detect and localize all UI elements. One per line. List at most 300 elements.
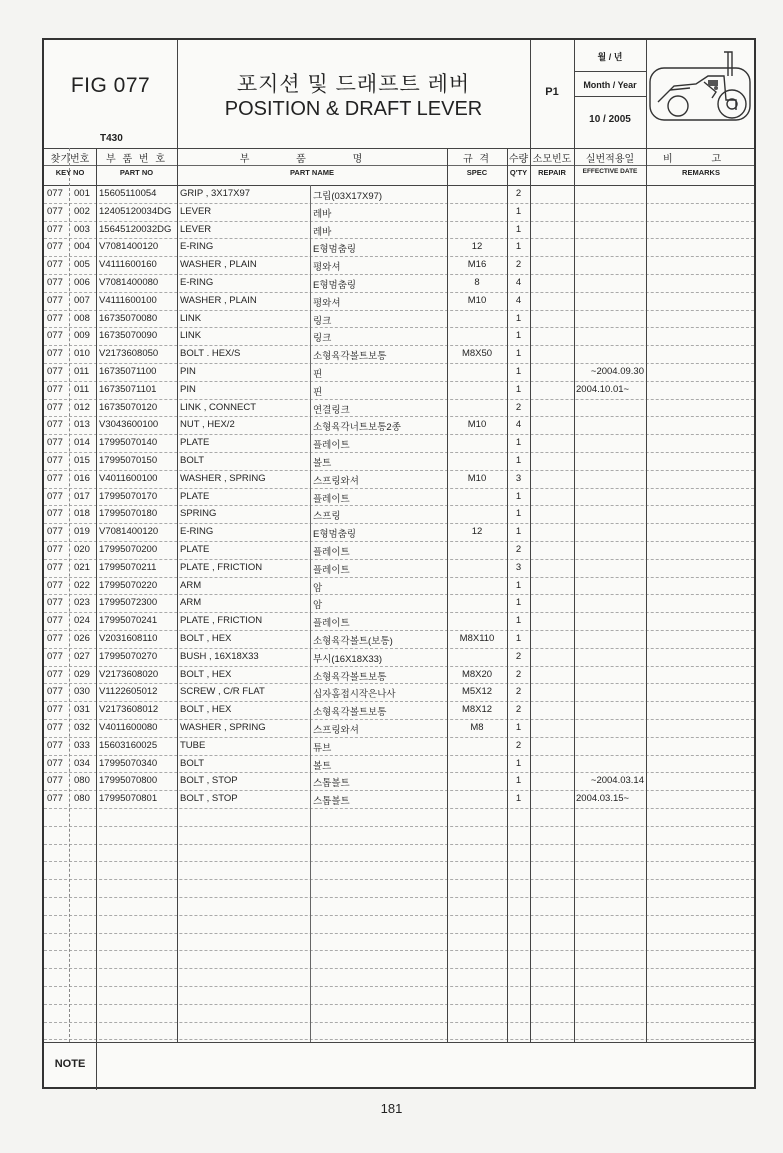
cell-part-name-ko: 부시(16X18X33) (313, 653, 383, 665)
cell-spec: M8X50 (461, 348, 493, 360)
cell-part-no: 17995070220 (99, 579, 158, 591)
cell-key-no: 032 (74, 722, 90, 733)
cell-qty: 2 (515, 544, 522, 555)
table-row (44, 701, 754, 720)
cell-part-no: 17995070211 (99, 561, 157, 573)
cell-fig: 077 (47, 508, 63, 520)
cell-key-no: 018 (74, 508, 90, 520)
cell-key-no: 003 (74, 223, 90, 235)
cell-fig: 077 (47, 455, 63, 466)
cell-part-no: V4011600080 (99, 722, 158, 733)
table-row (44, 986, 754, 1005)
cell-part-no: V2173608050 (99, 348, 159, 360)
cell-part-no: 16735070120 (99, 401, 158, 413)
cell-key-no: 020 (74, 544, 90, 555)
cell-qty: 1 (515, 793, 522, 805)
cell-qty: 1 (515, 312, 522, 324)
cell-qty: 2 (515, 259, 522, 271)
table-row (44, 1004, 754, 1023)
cell-part-name-en: PLATE , FRICTION (180, 615, 263, 627)
cell-qty: 2 (515, 739, 522, 751)
cell-qty: 2 (515, 704, 522, 716)
cell-fig: 077 (47, 704, 63, 716)
cell-part-no: 17995070801 (99, 793, 158, 805)
col-remarks-ko: 비 고 (662, 154, 740, 165)
cell-key-no: 012 (74, 401, 90, 413)
cell-qty: 2 (515, 188, 522, 199)
cell-part-name-en: SPRING (180, 508, 217, 520)
cell-part-no: 16735070080 (99, 312, 158, 324)
cell-part-name-ko: 연결링크 (313, 404, 350, 416)
cell-key-no: 014 (74, 437, 90, 449)
cell-part-name-en: WASHER , PLAIN (180, 294, 257, 306)
cell-part-no: 17995070800 (99, 775, 158, 787)
col-spec-en: SPEC (466, 168, 488, 177)
cell-qty: 4 (515, 419, 522, 431)
cell-fig: 077 (47, 437, 63, 449)
cell-part-name-ko: 플레이트 (313, 493, 350, 505)
cell-part-name-en: LINK (180, 312, 202, 324)
cell-part-name-ko: 링크 (313, 315, 332, 327)
fig-number: FIG 077 (70, 74, 151, 97)
cell-spec: 12 (471, 241, 483, 253)
cell-effective-date: ~2004.09.30 (590, 366, 644, 377)
cell-part-name-en: TUBE (180, 739, 206, 751)
table-row (44, 737, 754, 756)
table-row (44, 915, 754, 934)
col-name-en: PART NAME (289, 168, 335, 177)
cell-key-no: 011 (74, 383, 90, 395)
cell-fig: 077 (47, 401, 63, 413)
cell-fig: 077 (47, 223, 63, 235)
col-eff-ko: 실번적용일 (585, 154, 635, 165)
table-row (44, 221, 754, 240)
cell-part-no: V4111600100 (99, 294, 157, 306)
page-number: 181 (380, 1101, 403, 1116)
parts-sheet (42, 38, 756, 1089)
table-row (44, 594, 754, 613)
cell-qty: 2 (515, 650, 522, 662)
cell-effective-date: 2004.10.01~ (576, 383, 630, 395)
cell-part-name-en: BOLT , HEX (180, 633, 232, 644)
table-row (44, 755, 754, 774)
fig-cell (44, 40, 177, 148)
cell-part-name-en: BOLT , HEX (180, 704, 232, 716)
table-row (44, 381, 754, 400)
cell-fig: 077 (47, 259, 63, 271)
table-row (44, 416, 754, 435)
cell-part-name-en: PLATE , FRICTION (180, 561, 263, 573)
cell-part-name-ko: 핀 (313, 369, 323, 380)
table-row (44, 968, 754, 987)
cell-part-name-en: BOLT (180, 757, 205, 769)
cell-part-no: V2173608020 (99, 668, 159, 680)
table-row (44, 772, 754, 791)
table-row (44, 238, 754, 257)
cell-part-name-ko: 평와셔 (313, 297, 341, 309)
cell-fig: 077 (47, 366, 63, 377)
cell-key-no: 080 (74, 793, 90, 805)
date-cell (574, 40, 646, 148)
page-cell (530, 40, 574, 148)
cell-qty: 4 (515, 277, 522, 288)
tractor-icon (646, 40, 756, 148)
cell-key-no: 016 (74, 472, 90, 484)
cell-qty: 1 (515, 597, 522, 609)
cell-part-no: V3043600100 (99, 419, 159, 431)
cell-part-no: V2173608012 (99, 704, 159, 716)
cell-qty: 1 (515, 455, 522, 466)
cell-part-name-en: WASHER , PLAIN (180, 259, 257, 271)
cell-part-name-ko: 레바 (313, 226, 332, 238)
cell-part-name-ko: E형멈춤링 (313, 529, 357, 541)
table-row (44, 505, 754, 524)
cell-part-name-ko: E형멈춤링 (313, 280, 357, 291)
page-label: P1 (545, 86, 559, 98)
cell-key-no: 009 (74, 330, 90, 342)
cell-part-name-ko: 평와셔 (313, 262, 341, 274)
col-key-ko: 찾기번호 (50, 154, 90, 165)
cell-qty: 3 (515, 472, 522, 484)
cell-part-name-ko: 플레이트 (313, 440, 350, 452)
table-row (44, 950, 754, 969)
model-label: T430 (100, 133, 123, 144)
table-row (44, 559, 754, 578)
cell-part-name-ko: 플레이트 (313, 618, 350, 630)
cell-key-no: 033 (74, 739, 90, 751)
cell-qty: 2 (515, 668, 522, 680)
cell-key-no: 007 (74, 294, 90, 306)
cell-part-no: V7081400120 (99, 526, 159, 538)
cell-key-no: 023 (74, 597, 90, 609)
cell-part-name-ko: 암 (313, 600, 323, 612)
cell-part-name-en: PLATE (180, 437, 210, 449)
table-row (44, 577, 754, 596)
table-row (44, 256, 754, 275)
table-row (44, 327, 754, 346)
cell-part-no: 15605110054 (99, 188, 157, 199)
cell-fig: 077 (47, 472, 63, 484)
cell-part-name-en: PIN (180, 366, 196, 377)
cell-part-name-ko: 플레이트 (313, 564, 350, 576)
cell-part-name-en: BUSH , 16X18X33 (180, 650, 259, 662)
table-row (44, 844, 754, 863)
cell-fig: 077 (47, 526, 63, 538)
col-name-ko: 부 품 명 (239, 154, 385, 165)
table-row (44, 399, 754, 418)
cell-qty: 4 (515, 294, 522, 306)
cell-part-name-ko: 스톱볼트 (313, 778, 350, 790)
cell-spec: M5X12 (461, 686, 493, 698)
cell-key-no: 013 (74, 419, 90, 431)
cell-part-no: V1122605012 (99, 686, 158, 698)
cell-fig: 077 (47, 330, 63, 342)
table-row (44, 274, 754, 293)
cell-part-name-ko: 소형육각볼트보통 (313, 351, 387, 363)
cell-spec: 8 (474, 277, 480, 288)
cell-qty: 1 (515, 205, 522, 217)
cell-fig: 077 (47, 490, 63, 502)
cell-fig: 077 (47, 348, 63, 360)
cell-fig: 077 (47, 383, 63, 395)
cell-part-no: V4111600160 (99, 259, 157, 271)
cell-key-no: 010 (74, 348, 90, 360)
cell-part-name-ko: 볼트 (313, 458, 332, 469)
table-row (44, 648, 754, 667)
col-key-en: KEY NO (55, 168, 85, 177)
col-spec-ko: 규 격 (462, 154, 492, 165)
cell-spec: M8X12 (461, 704, 493, 716)
cell-part-name-en: LEVER (180, 205, 212, 217)
cell-part-name-en: LINK , CONNECT (180, 401, 257, 413)
cell-key-no: 004 (74, 241, 90, 253)
cell-part-name-ko: 플레이트 (313, 547, 350, 558)
col-qty-ko: 수량 (508, 154, 529, 165)
cell-part-name-ko: 레바 (313, 208, 332, 220)
cell-part-name-en: ARM (180, 597, 202, 609)
col-part-ko: 부 품 번 호 (106, 154, 167, 165)
cell-qty: 1 (515, 437, 522, 449)
table-row (44, 808, 754, 827)
issue-date: 10 / 2005 (589, 114, 631, 125)
table-row (44, 790, 754, 809)
cell-spec: M8 (470, 722, 484, 733)
table-row (44, 470, 754, 489)
cell-fig: 077 (47, 722, 63, 733)
cell-key-no: 017 (74, 490, 90, 502)
cell-fig: 077 (47, 277, 63, 288)
cell-part-no: 17995070140 (99, 437, 158, 449)
table-row (44, 292, 754, 311)
cell-part-name-en: E-RING (180, 526, 214, 538)
cell-part-name-ko: 소형육각볼트(보통) (313, 636, 393, 647)
cell-key-no: 026 (74, 633, 90, 644)
cell-qty: 1 (515, 241, 522, 253)
cell-fig: 077 (47, 686, 63, 698)
cell-part-name-en: PIN (180, 383, 196, 395)
cell-part-no: 17995070241 (99, 615, 158, 627)
cell-fig: 077 (47, 544, 63, 555)
table-row (44, 541, 754, 560)
cell-part-name-en: PLATE (180, 544, 210, 555)
cell-part-name-ko: 스프링와셔 (313, 725, 359, 736)
cell-key-no: 011 (74, 366, 90, 377)
title-english: POSITION & DRAFT LEVER (224, 98, 483, 120)
cell-qty: 1 (515, 615, 522, 627)
cell-part-name-ko: 스프링 (313, 511, 341, 523)
cell-fig: 077 (47, 757, 63, 769)
cell-part-name-en: LEVER (180, 223, 212, 235)
cell-part-name-ko: 암 (313, 582, 323, 594)
cell-part-name-ko: 스프링와셔 (313, 475, 359, 487)
cell-fig: 077 (47, 241, 63, 253)
table-row (44, 630, 754, 649)
cell-fig: 077 (47, 633, 63, 644)
cell-effective-date: ~2004.03.14 (590, 775, 644, 787)
table-row (44, 523, 754, 542)
table-row (44, 612, 754, 631)
cell-key-no: 022 (74, 579, 90, 591)
cell-fig: 077 (47, 294, 63, 306)
table-row (44, 434, 754, 453)
col-eff-en: EFFECTIVE DATE (582, 168, 638, 175)
cell-part-no: 12405120034DG (99, 205, 172, 217)
cell-fig: 077 (47, 615, 63, 627)
cell-key-no: 015 (74, 455, 90, 466)
cell-key-no: 001 (74, 188, 90, 199)
table-row (44, 683, 754, 702)
cell-part-name-en: ARM (180, 579, 202, 591)
cell-part-name-en: WASHER , SPRING (180, 472, 266, 484)
cell-fig: 077 (47, 793, 63, 805)
cell-part-name-en: BOLT (180, 455, 205, 466)
cell-qty: 1 (515, 223, 522, 235)
cell-key-no: 019 (74, 526, 90, 538)
cell-fig: 077 (47, 579, 63, 591)
cell-key-no: 027 (74, 650, 90, 662)
cell-fig: 077 (47, 597, 63, 609)
cell-part-name-ko: 링크 (313, 333, 332, 345)
cell-qty: 1 (515, 633, 522, 644)
cell-part-no: V7081400120 (99, 241, 159, 253)
month-year-english: Month / Year (583, 80, 637, 90)
cell-fig: 077 (47, 739, 63, 751)
cell-qty: 1 (515, 348, 522, 360)
cell-qty: 1 (515, 722, 522, 733)
cell-spec: M10 (467, 419, 487, 431)
table-row (44, 897, 754, 916)
cell-part-no: 17995070340 (99, 757, 158, 769)
cell-part-no: 17995072300 (99, 597, 158, 609)
cell-spec: 12 (471, 526, 483, 538)
cell-spec: M16 (467, 259, 487, 271)
cell-qty: 2 (515, 686, 522, 698)
cell-qty: 1 (515, 775, 522, 787)
cell-part-name-ko: 소형육각볼트보통 (313, 707, 387, 719)
cell-qty: 1 (515, 330, 522, 342)
cell-fig: 077 (47, 668, 63, 680)
cell-part-name-ko: 십자홈접시작은나사 (313, 689, 396, 701)
col-repair-ko: 소모빈도 (532, 154, 572, 165)
cell-part-name-en: GRIP , 3X17X97 (180, 188, 251, 199)
cell-key-no: 008 (74, 312, 90, 324)
table-row (44, 452, 754, 471)
cell-part-name-en: BOLT , STOP (180, 775, 238, 787)
cell-fig: 077 (47, 188, 63, 199)
cell-key-no: 005 (74, 259, 90, 271)
cell-part-name-en: LINK (180, 330, 202, 342)
cell-part-name-en: BOLT , HEX (180, 668, 232, 680)
cell-part-no: 16735070090 (99, 330, 158, 342)
cell-part-no: 17995070200 (99, 544, 158, 555)
note-section (44, 1042, 754, 1090)
cell-part-name-ko: E형멈춤링 (313, 244, 357, 256)
cell-fig: 077 (47, 775, 63, 787)
cell-part-name-ko: 소형육각너트보통2종 (313, 422, 401, 434)
cell-spec: M8X20 (461, 668, 493, 680)
col-remarks-en: REMARKS (682, 168, 720, 177)
cell-fig: 077 (47, 419, 63, 431)
cell-spec: M10 (467, 472, 487, 484)
cell-part-no: 16735071100 (99, 366, 157, 377)
cell-qty: 1 (515, 579, 522, 591)
cell-effective-date: 2004.03.15~ (576, 793, 630, 805)
cell-part-name-ko: 핀 (313, 386, 323, 398)
cell-qty: 1 (515, 757, 522, 769)
cell-part-name-ko: 스톱볼트 (313, 796, 350, 808)
cell-key-no: 030 (74, 686, 90, 698)
col-part-en: PART NO (119, 168, 154, 177)
cell-qty: 3 (515, 561, 522, 573)
cell-part-no: V4011600100 (99, 472, 158, 484)
cell-qty: 1 (515, 366, 522, 377)
table-row (44, 666, 754, 685)
cell-part-name-ko: 그립(03X17X97) (313, 191, 383, 202)
cell-part-name-en: WASHER , SPRING (180, 722, 266, 733)
cell-part-name-en: BOLT . HEX/S (180, 348, 241, 360)
cell-part-no: 17995070180 (99, 508, 158, 520)
table-row (44, 363, 754, 382)
cell-part-no: 15645120032DG (99, 223, 172, 235)
cell-part-name-ko: 튜브 (313, 742, 332, 754)
table-row (44, 719, 754, 738)
cell-key-no: 024 (74, 615, 90, 627)
cell-part-no: 15603160025 (99, 739, 158, 751)
cell-part-name-en: PLATE (180, 490, 210, 502)
table-row (44, 488, 754, 507)
col-qty-en: Q'TY (509, 168, 528, 177)
table-row (44, 185, 754, 204)
cell-key-no: 029 (74, 668, 90, 680)
cell-part-no: 17995070270 (99, 650, 158, 662)
title-cell (177, 40, 530, 148)
cell-part-no: 16735071101 (99, 383, 157, 395)
cell-key-no: 002 (74, 205, 90, 217)
cell-key-no: 034 (74, 757, 90, 769)
title-korean: 포지션 및 드래프트 레버 (236, 73, 471, 96)
col-repair-en: REPAIR (538, 168, 566, 177)
cell-part-name-en: NUT , HEX/2 (180, 419, 235, 431)
cell-qty: 1 (515, 508, 522, 520)
column-headers (44, 148, 754, 186)
cell-fig: 077 (47, 561, 63, 573)
cell-part-name-en: E-RING (180, 241, 214, 253)
table-row (44, 826, 754, 845)
cell-part-name-en: SCREW , C/R FLAT (180, 686, 265, 698)
note-label: NOTE (54, 1058, 86, 1070)
cell-part-name-en: BOLT , STOP (180, 793, 238, 805)
cell-part-no: V7081400080 (99, 277, 159, 288)
cell-part-name-ko: 볼트 (313, 760, 332, 772)
cell-key-no: 080 (74, 775, 90, 787)
cell-key-no: 006 (74, 277, 90, 288)
cell-qty: 1 (515, 383, 522, 395)
table-row (44, 345, 754, 364)
cell-part-name-ko: 소형육각볼트보통 (313, 671, 387, 683)
table-row (44, 861, 754, 880)
cell-qty: 1 (515, 490, 522, 502)
cell-qty: 2 (515, 401, 522, 413)
cell-spec: M8X110 (459, 633, 495, 644)
cell-fig: 077 (47, 205, 63, 217)
table-row (44, 879, 754, 898)
cell-qty: 1 (515, 526, 522, 538)
cell-part-no: 17995070150 (99, 455, 158, 466)
cell-key-no: 031 (74, 704, 90, 716)
month-year-korean: 월 / 년 (597, 52, 623, 62)
table-row (44, 933, 754, 952)
cell-part-name-en: E-RING (180, 277, 214, 288)
